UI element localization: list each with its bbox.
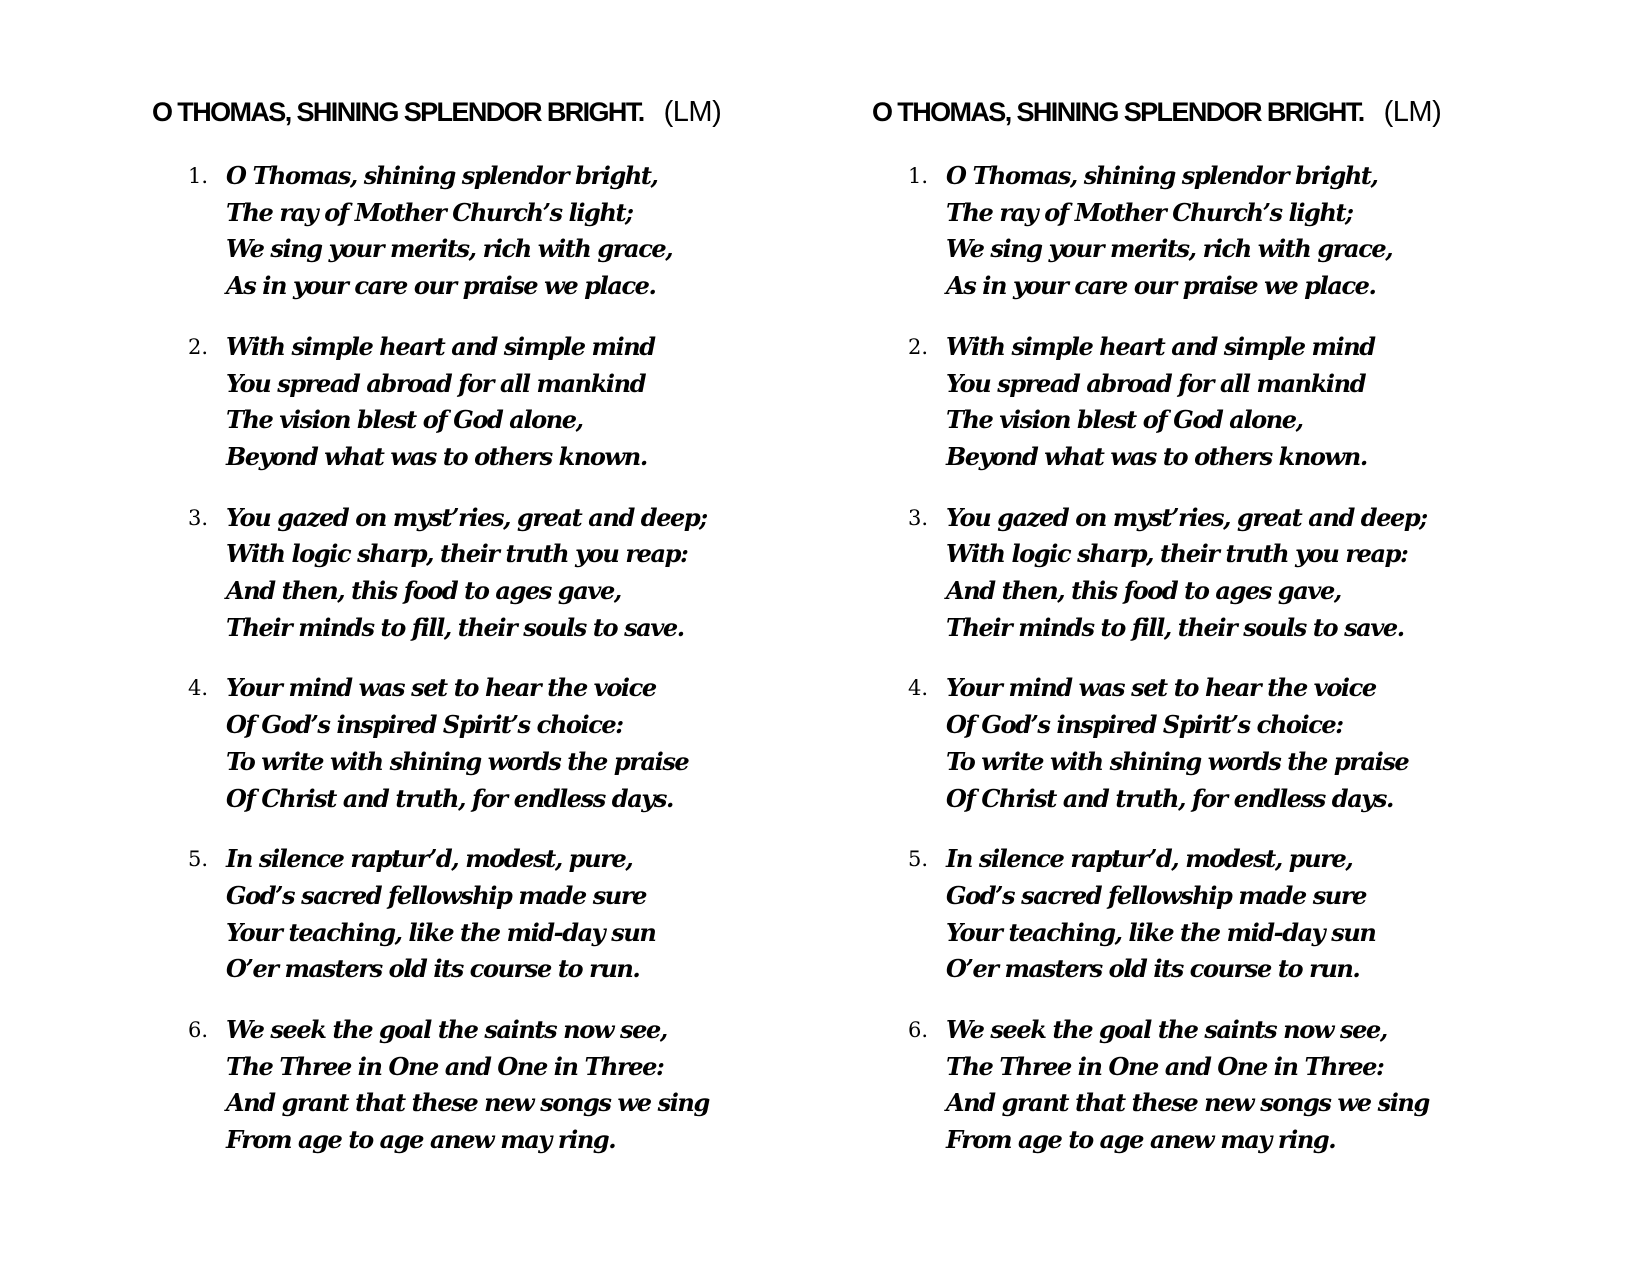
verse-line: And grant that these new songs we sing	[226, 1088, 709, 1118]
verse-number: 1.	[188, 164, 209, 188]
verse-line: You gazed on myst’ries, great and deep;	[226, 502, 707, 532]
verse-number: 6.	[908, 1018, 929, 1043]
verse-line: We seek the goal the saints now see,	[226, 1015, 667, 1045]
verse-number: 6.	[188, 1018, 209, 1043]
verse-3	[152, 500, 832, 647]
verse-lines	[946, 1012, 1429, 1159]
verse-line: To write with shining words the praise	[946, 746, 1409, 776]
verse-lines	[946, 158, 1392, 305]
verse-4	[152, 670, 832, 817]
verse-number: 2.	[188, 334, 209, 359]
verse-line: In silence raptur’d, modest, pure,	[226, 844, 633, 874]
verse-2	[872, 329, 1552, 476]
verse-number: 5.	[188, 847, 209, 872]
verse-lines	[946, 500, 1427, 647]
verse-line: God’s sacred fellowship made sure	[946, 880, 1366, 910]
verse-number: 3.	[188, 505, 209, 530]
verse-line: The ray of Mother Church’s light;	[946, 197, 1353, 227]
verse-line: As in your care our praise we place.	[226, 271, 656, 301]
verse-lines	[946, 841, 1375, 988]
verse-number: 1.	[908, 164, 929, 188]
verse-line: With simple heart and simple mind	[946, 331, 1375, 361]
verse-line: Beyond what was to others known.	[946, 441, 1367, 471]
verse-line: Beyond what was to others known.	[226, 441, 647, 471]
verse-line: The ray of Mother Church’s light;	[226, 197, 633, 227]
verse-line: Of Christ and truth, for endless days.	[946, 783, 1393, 813]
verse-line: Of Christ and truth, for endless days.	[226, 783, 673, 813]
verse-line: Your teaching, like the mid-day sun	[226, 917, 656, 947]
verse-5	[152, 841, 832, 988]
verse-line: Their minds to fill, their souls to save.	[946, 612, 1404, 642]
verse-line: You spread abroad for all mankind	[946, 368, 1366, 398]
verse-line: O Thomas, shining splendor bright,	[946, 161, 1378, 190]
verse-number: 4.	[188, 676, 209, 701]
verse-line: The Three in One and One in Three:	[226, 1051, 664, 1081]
verse-line: Your mind was set to hear the voice	[946, 673, 1376, 703]
verse-line: From age to age anew may ring.	[946, 1125, 1336, 1155]
verse-lines	[226, 841, 655, 988]
verse-lines	[226, 158, 672, 305]
verse-list	[152, 158, 832, 1159]
verse-line: We sing your merits, rich with grace,	[226, 234, 673, 264]
verse-line: You gazed on myst’ries, great and deep;	[946, 502, 1427, 532]
verse-line: And then, this food to ages gave,	[946, 576, 1341, 606]
verse-line: You spread abroad for all mankind	[226, 368, 646, 398]
hymn-title: O THOMAS, SHINING SPLENDOR BRIGHT.	[152, 97, 644, 127]
verse-lines	[226, 670, 688, 817]
verse-6	[152, 1012, 832, 1159]
verse-line: O Thomas, shining splendor bright,	[226, 161, 658, 190]
verse-3	[872, 500, 1552, 647]
verse-line: The Three in One and One in Three:	[946, 1051, 1384, 1081]
hymn-title-row	[152, 96, 832, 148]
verse-line: With logic sharp, their truth you reap:	[946, 539, 1408, 569]
verse-number: 3.	[908, 505, 929, 530]
verse-line: To write with shining words the praise	[226, 746, 689, 776]
verse-line: From age to age anew may ring.	[226, 1125, 616, 1155]
verse-number: 5.	[908, 847, 929, 872]
verse-number: 2.	[908, 334, 929, 359]
hymn-meter: (LM)	[1383, 96, 1442, 128]
verse-list	[872, 158, 1552, 1159]
hymn-title: O THOMAS, SHINING SPLENDOR BRIGHT.	[872, 97, 1364, 127]
verse-5	[872, 841, 1552, 988]
verse-2	[152, 329, 832, 476]
verse-line: The vision blest of God alone,	[946, 405, 1303, 435]
verse-lines	[226, 500, 707, 647]
hymn-column-left	[152, 96, 832, 1183]
verse-lines	[226, 1012, 709, 1159]
hymn-column-right	[872, 96, 1552, 1183]
verse-line: Their minds to fill, their souls to save.	[226, 612, 684, 642]
verse-line: God’s sacred fellowship made sure	[226, 880, 646, 910]
verse-line: And grant that these new songs we sing	[946, 1088, 1429, 1118]
verse-6	[872, 1012, 1552, 1159]
verse-line: As in your care our praise we place.	[946, 271, 1376, 301]
verse-lines	[226, 329, 655, 476]
verse-line: In silence raptur’d, modest, pure,	[946, 844, 1353, 874]
verse-line: Of God’s inspired Spirit’s choice:	[226, 710, 623, 740]
verse-line: Your mind was set to hear the voice	[226, 673, 656, 703]
hymn-meter: (LM)	[663, 96, 722, 128]
hymn-title-row	[872, 96, 1552, 148]
verse-line: With logic sharp, their truth you reap:	[226, 539, 688, 569]
verse-line: O’er masters old its course to run.	[946, 954, 1360, 984]
verse-1	[872, 158, 1552, 305]
verse-lines	[946, 329, 1375, 476]
verse-line: With simple heart and simple mind	[226, 331, 655, 361]
verse-1	[152, 158, 832, 305]
verse-line: O’er masters old its course to run.	[226, 954, 640, 984]
verse-line: And then, this food to ages gave,	[226, 576, 621, 606]
verse-line: We seek the goal the saints now see,	[946, 1015, 1387, 1045]
verse-4	[872, 670, 1552, 817]
verse-line: Of God’s inspired Spirit’s choice:	[946, 710, 1343, 740]
verse-number: 4.	[908, 676, 929, 701]
verse-line: The vision blest of God alone,	[226, 405, 583, 435]
verse-lines	[946, 670, 1408, 817]
verse-line: Your teaching, like the mid-day sun	[946, 917, 1376, 947]
verse-line: We sing your merits, rich with grace,	[946, 234, 1393, 264]
